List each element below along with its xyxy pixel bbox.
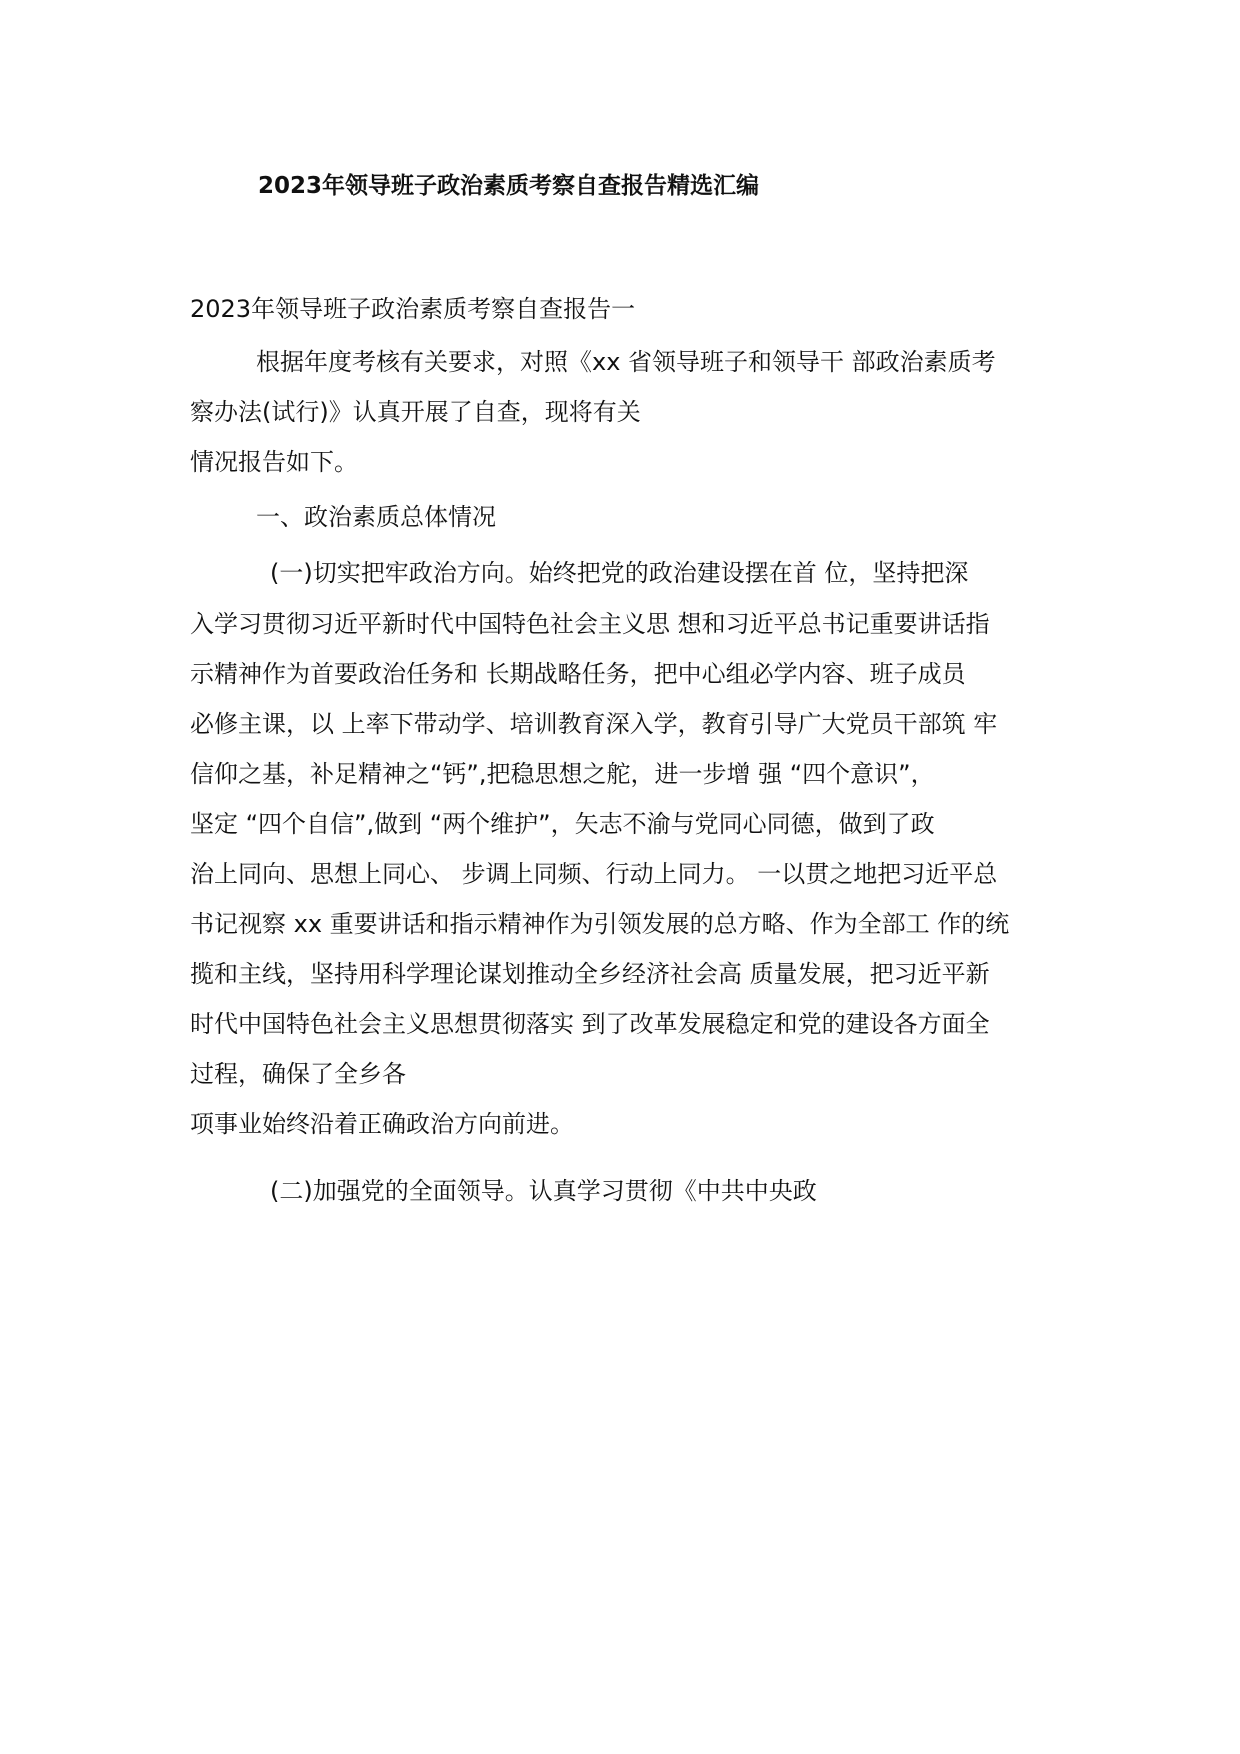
paragraph-line: 时代中国特色社会主义思想贯彻落实 到了改革发展稳定和党的建设各方面全 (190, 1010, 990, 1038)
intro-line: 根据年度考核有关要求，对照《xx 省领导班子和领导干 部政治素质考 (256, 348, 996, 376)
paragraph-line: 揽和主线，坚持用科学理论谋划推动全乡经济社会高 质量发展，把习近平新 (190, 960, 990, 988)
paragraph-line: 必修主课，以 上率下带动学、培训教育深入学，教育引导广大党员干部筑 牢 (190, 710, 998, 738)
paragraph-line: (一)切实把牢政治方向。始终把党的政治建设摆在首 位，坚持把深 (270, 559, 969, 587)
paragraph-line: 治上同向、思想上同心、 步调上同频、行动上同力。 一以贯之地把习近平总 (190, 860, 998, 888)
paragraph-line: 示精神作为首要政治任务和 长期战略任务，把中心组必学内容、班子成员 (190, 660, 966, 688)
intro-line: 察办法(试行)》认真开展了自查，现将有关 (190, 398, 641, 426)
section-heading: 2023年领导班子政治素质考察自查报告一 (190, 295, 636, 323)
paragraph-line: 过程，确保了全乡各 (190, 1060, 406, 1088)
intro-line: 情况报告如下。 (190, 448, 358, 476)
paragraph-line: 入学习贯彻习近平新时代中国特色社会主义思 想和习近平总书记重要讲话指 (190, 610, 990, 638)
paragraph-line: 项事业始终沿着正确政治方向前进。 (190, 1110, 574, 1138)
paragraph-line: 书记视察 xx 重要讲话和指示精神作为引领发展的总方略、作为全部工 作的统 (190, 910, 1010, 938)
paragraph-line: 坚定 “四个自信”,做到 “两个维护”，矢志不渝与党同心同德，做到了政 (190, 810, 935, 838)
part-one-heading: 一、政治素质总体情况 (256, 503, 496, 531)
paragraph-line: 信仰之基，补足精神之“钙”,把稳思想之舵，进一步增 强 “四个意识”， (190, 760, 935, 788)
document-title: 2023年领导班子政治素质考察自查报告精选汇编 (258, 173, 760, 199)
item-two-line: (二)加强党的全面领导。认真学习贯彻《中共中央政 (270, 1177, 817, 1205)
